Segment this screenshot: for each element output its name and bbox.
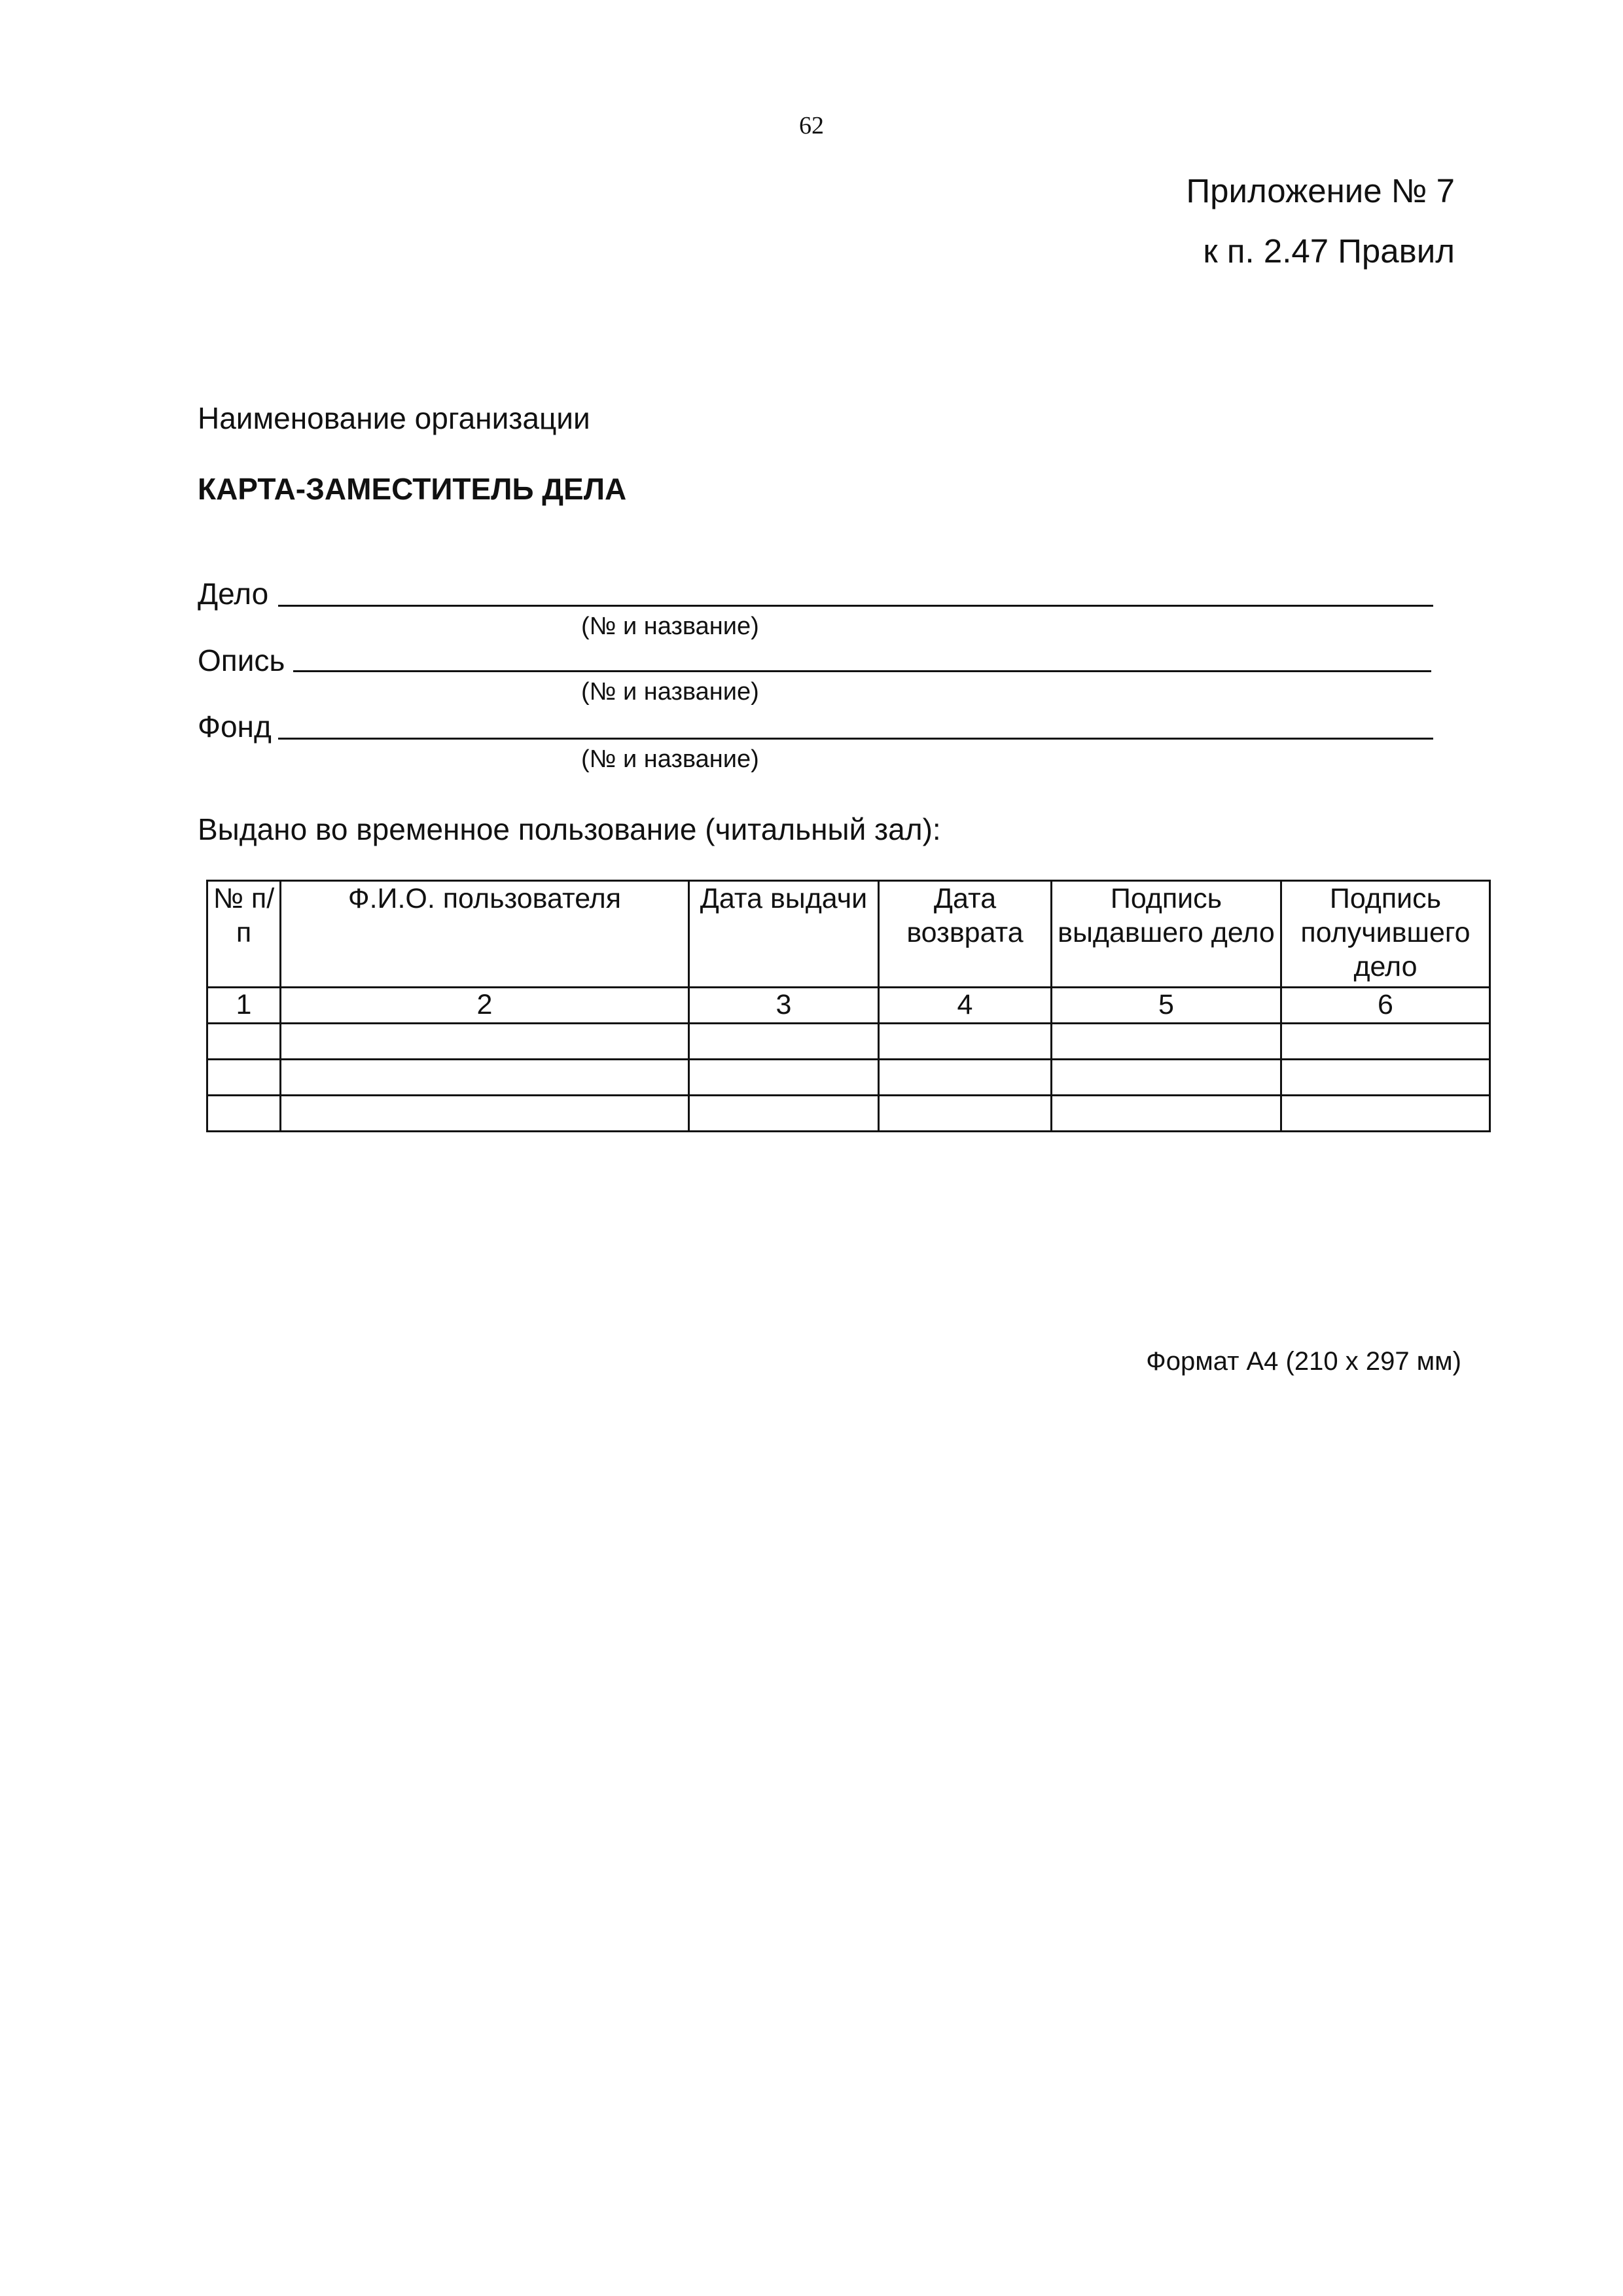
- table-cell[interactable]: [1052, 1024, 1281, 1060]
- header-row-number: № п/п: [207, 881, 281, 988]
- table-cell[interactable]: [689, 1024, 879, 1060]
- table-cell[interactable]: [1281, 1024, 1490, 1060]
- table-cell[interactable]: [207, 1060, 281, 1096]
- column-number: 6: [1281, 988, 1490, 1024]
- table-cell[interactable]: [879, 1024, 1052, 1060]
- case-field-hint: (№ и название): [581, 613, 759, 640]
- format-note: Формат А4 (210 х 297 мм): [1146, 1347, 1461, 1376]
- table-cell[interactable]: [1052, 1096, 1281, 1132]
- appendix-number: Приложение № 7: [1186, 172, 1455, 209]
- table-cell[interactable]: [1052, 1060, 1281, 1096]
- table-cell[interactable]: [281, 1024, 689, 1060]
- table-header-row: [207, 881, 1490, 988]
- table-cell[interactable]: [207, 1096, 281, 1132]
- table-cell[interactable]: [207, 1024, 281, 1060]
- header-issuer-signature: Подпись выдавшего дело: [1052, 881, 1281, 988]
- table-cell[interactable]: [689, 1096, 879, 1132]
- table-cell[interactable]: [1281, 1096, 1490, 1132]
- inventory-field-hint: (№ и название): [581, 678, 759, 706]
- inventory-field-label: Опись: [198, 643, 285, 677]
- usage-table: [206, 880, 1491, 1132]
- table-cell[interactable]: [879, 1096, 1052, 1132]
- appendix-reference: к п. 2.47 Правил: [1203, 232, 1455, 270]
- column-number: 2: [281, 988, 689, 1024]
- table-cell[interactable]: [281, 1096, 689, 1132]
- organization-name-label: Наименование организации: [198, 401, 590, 435]
- header-user-name: Ф.И.О. пользователя: [281, 881, 689, 988]
- table-cell[interactable]: [281, 1060, 689, 1096]
- table-cell[interactable]: [689, 1060, 879, 1096]
- header-receiver-signature: Подпись получившего дело: [1281, 881, 1490, 988]
- header-issue-date: Дата выдачи: [689, 881, 879, 988]
- header-return-date: Дата возврата: [879, 881, 1052, 988]
- case-field-label: Дело: [198, 577, 269, 611]
- column-number: 1: [207, 988, 281, 1024]
- column-number: 5: [1052, 988, 1281, 1024]
- column-number: 3: [689, 988, 879, 1024]
- inventory-field-line[interactable]: [293, 670, 1431, 672]
- page-number: 62: [799, 112, 824, 139]
- fund-field-hint: (№ и название): [581, 745, 759, 773]
- issued-for-use-label: Выдано во временное пользование (читальный зал):: [198, 812, 941, 846]
- table-cell[interactable]: [879, 1060, 1052, 1096]
- column-number-row: [207, 988, 1490, 1024]
- table-row: [207, 1096, 1490, 1132]
- document-title: КАРТА-ЗАМЕСТИТЕЛЬ ДЕЛА: [198, 472, 627, 506]
- table-row: [207, 1060, 1490, 1096]
- fund-field-label: Фонд: [198, 709, 272, 744]
- table-cell[interactable]: [1281, 1060, 1490, 1096]
- case-field-line[interactable]: [278, 605, 1433, 607]
- column-number: 4: [879, 988, 1052, 1024]
- table-row: [207, 1024, 1490, 1060]
- fund-field-line[interactable]: [278, 738, 1433, 740]
